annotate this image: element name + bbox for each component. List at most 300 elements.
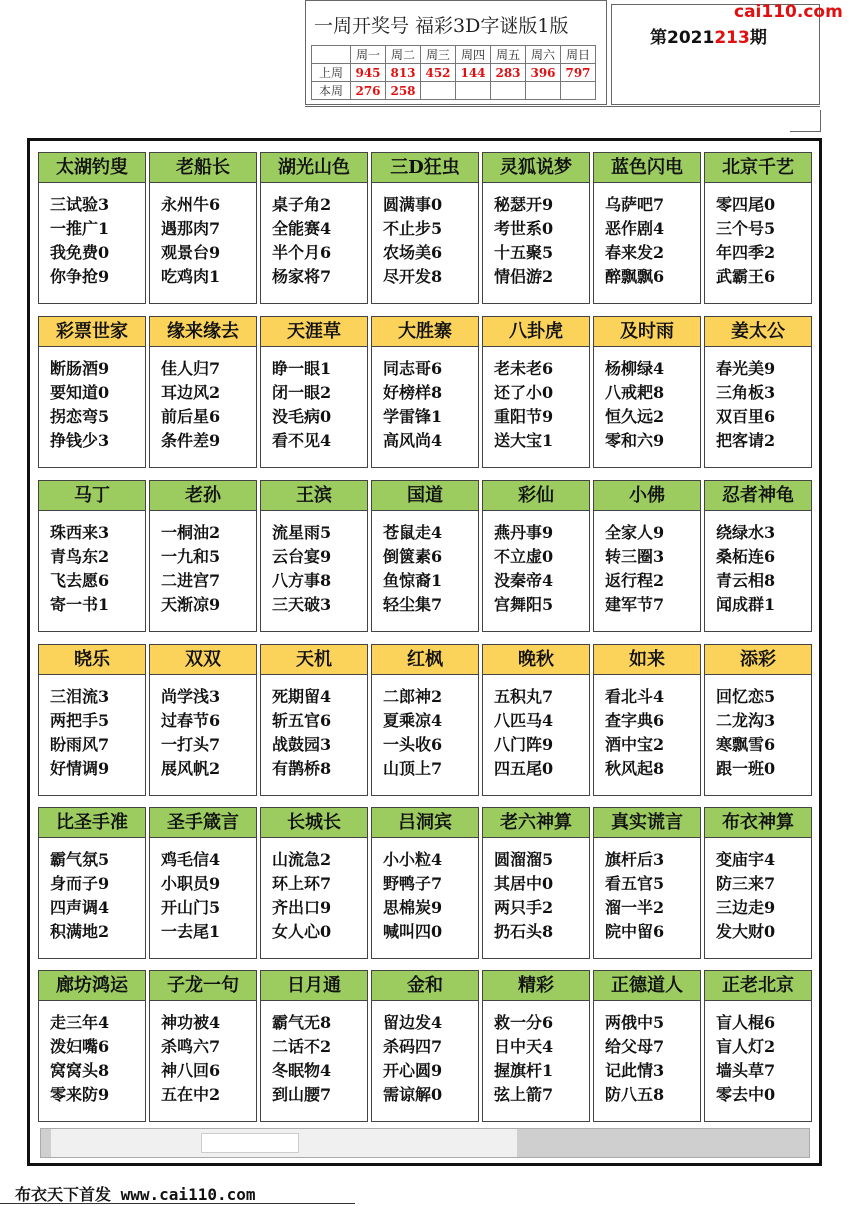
riddle-lines <box>50 357 109 453</box>
riddle-cell <box>482 480 590 632</box>
riddle-line: 乌萨吧7 <box>605 195 665 214</box>
riddle-line: 还了小0 <box>494 383 554 402</box>
riddle-line: 溜一半2 <box>605 898 665 917</box>
draw-number <box>421 82 456 100</box>
riddle-line: 吃鸡肉1 <box>161 267 221 286</box>
cell-author-name: 彩票世家 <box>39 317 145 347</box>
riddle-board <box>27 138 822 1166</box>
riddle-cell <box>149 316 257 468</box>
cell-author-name: 子龙一句 <box>150 971 256 1001</box>
riddle-cell <box>38 807 146 959</box>
panel-title: 一周开奖号 福彩3D字谜版1版 <box>314 15 569 37</box>
riddle-line: 齐出口9 <box>272 898 332 917</box>
riddle-line: 二龙沟3 <box>716 711 776 730</box>
riddle-line: 弦上箭7 <box>494 1085 554 1104</box>
riddle-lines <box>605 357 664 453</box>
riddle-line: 过春节6 <box>161 711 221 730</box>
riddle-line: 杀鸣六7 <box>161 1037 221 1056</box>
riddle-line: 到山腰7 <box>272 1085 332 1104</box>
riddle-lines <box>50 1011 109 1107</box>
cell-author-name: 晓乐 <box>39 645 145 675</box>
riddle-line: 八戒耙8 <box>605 383 665 402</box>
cell-author-name: 天机 <box>261 645 367 675</box>
riddle-line: 云台宴9 <box>272 547 332 566</box>
riddle-line: 回忆恋5 <box>716 687 776 706</box>
riddle-line: 挣钱少3 <box>50 431 110 450</box>
riddle-line: 圆满事0 <box>383 195 443 214</box>
riddle-line: 发大财0 <box>716 922 776 941</box>
riddle-line: 盲人灯2 <box>716 1037 776 1056</box>
riddle-line: 身而子9 <box>50 874 110 893</box>
draw-number <box>491 82 526 100</box>
cell-author-name: 吕洞宾 <box>372 808 478 838</box>
riddle-line: 桑柘连6 <box>716 547 776 566</box>
riddle-lines <box>605 685 664 781</box>
day-label: 周六 <box>526 46 561 64</box>
riddle-cell <box>593 480 701 632</box>
cell-author-name: 及时雨 <box>594 317 700 347</box>
riddle-line: 春光美9 <box>716 359 776 378</box>
riddle-line: 杨柳绿4 <box>605 359 665 378</box>
cell-author-name: 金和 <box>372 971 478 1001</box>
riddle-line: 苍鼠走4 <box>383 523 443 542</box>
riddle-lines <box>161 357 220 453</box>
riddle-lines <box>161 1011 220 1107</box>
riddle-line: 年四季2 <box>716 243 776 262</box>
riddle-line: 五在中2 <box>161 1085 221 1104</box>
riddle-line: 零来防9 <box>50 1085 110 1104</box>
cell-author-name: 老船长 <box>150 153 256 183</box>
riddle-cell <box>38 316 146 468</box>
riddle-lines <box>494 521 553 617</box>
riddle-line: 墙头草7 <box>716 1061 776 1080</box>
cell-author-name: 老六神算 <box>483 808 589 838</box>
riddle-line: 冬眠物4 <box>272 1061 332 1080</box>
riddle-line: 记此情3 <box>605 1061 665 1080</box>
riddle-line: 开山门5 <box>161 898 221 917</box>
riddle-cell <box>593 316 701 468</box>
riddle-line: 握旗杆1 <box>494 1061 554 1080</box>
cell-author-name: 真实谎言 <box>594 808 700 838</box>
riddle-lines <box>50 193 109 289</box>
riddle-line: 观景台9 <box>161 243 221 262</box>
riddle-cell <box>260 644 368 796</box>
riddle-line: 佳人归7 <box>161 359 221 378</box>
riddle-line: 四五尾0 <box>494 759 554 778</box>
cell-author-name: 日月通 <box>261 971 367 1001</box>
riddle-lines <box>272 685 331 781</box>
riddle-line: 跟一班0 <box>716 759 776 778</box>
riddle-line: 盼雨风7 <box>50 735 110 754</box>
riddle-lines <box>272 521 331 617</box>
riddle-cell <box>38 644 146 796</box>
riddle-line: 半个月6 <box>272 243 332 262</box>
cell-author-name: 精彩 <box>483 971 589 1001</box>
riddle-line: 两俄中5 <box>605 1013 665 1032</box>
cell-author-name: 双双 <box>150 645 256 675</box>
riddle-line: 全能赛4 <box>272 219 332 238</box>
riddle-line: 春来发2 <box>605 243 665 262</box>
riddle-line: 山顶上7 <box>383 759 443 778</box>
riddle-line: 神八回6 <box>161 1061 221 1080</box>
riddle-cell <box>371 316 479 468</box>
riddle-cell <box>704 480 812 632</box>
riddle-line: 二话不2 <box>272 1037 332 1056</box>
cell-author-name: 王滨 <box>261 481 367 511</box>
riddle-line: 尚学浅3 <box>161 687 221 706</box>
riddle-line: 鱼惊裔1 <box>383 571 443 590</box>
riddle-line: 防八五8 <box>605 1085 665 1104</box>
riddle-line: 尽开发8 <box>383 267 443 286</box>
riddle-lines <box>161 521 220 617</box>
riddle-line: 十五聚5 <box>494 243 554 262</box>
riddle-line: 你争抢9 <box>50 267 110 286</box>
draw-results-panel <box>305 0 607 105</box>
riddle-line: 老未老6 <box>494 359 554 378</box>
riddle-line: 把客请2 <box>716 431 776 450</box>
riddle-line: 飞去愿6 <box>50 571 110 590</box>
riddle-line: 闻成群1 <box>716 595 776 614</box>
riddle-line: 泼妇嘴6 <box>50 1037 110 1056</box>
divider <box>790 131 821 132</box>
riddle-line: 圆溜溜5 <box>494 850 554 869</box>
riddle-line: 宫舞阳5 <box>494 595 554 614</box>
riddle-line: 思棉炭9 <box>383 898 443 917</box>
riddle-lines <box>383 521 442 617</box>
riddle-line: 喊叫四0 <box>383 922 443 941</box>
divider <box>0 1203 355 1204</box>
issue-number: 213 <box>714 28 750 48</box>
riddle-cell <box>482 807 590 959</box>
riddle-line: 同志哥6 <box>383 359 443 378</box>
riddle-lines <box>383 1011 442 1107</box>
cell-author-name: 比圣手准 <box>39 808 145 838</box>
riddle-line: 武霸王6 <box>716 267 776 286</box>
riddle-line: 流星雨5 <box>272 523 332 542</box>
riddle-line: 八方事8 <box>272 571 332 590</box>
riddle-line: 燕丹事9 <box>494 523 554 542</box>
riddle-line: 永州牛6 <box>161 195 221 214</box>
riddle-cell <box>482 152 590 304</box>
riddle-line: 考世系0 <box>494 219 554 238</box>
riddle-line: 盲人棍6 <box>716 1013 776 1032</box>
riddle-line: 一打头7 <box>161 735 221 754</box>
riddle-line: 倒篋素6 <box>383 547 443 566</box>
riddle-line: 一头收6 <box>383 735 443 754</box>
cell-author-name: 忍者神龟 <box>705 481 811 511</box>
site-logo[interactable]: cai110.com <box>734 2 843 22</box>
riddle-line: 返行程2 <box>605 571 665 590</box>
cell-author-name: 廊坊鸿运 <box>39 971 145 1001</box>
riddle-line: 其居中0 <box>494 874 554 893</box>
cell-author-name: 姜太公 <box>705 317 811 347</box>
riddle-lines <box>605 193 664 289</box>
cell-author-name: 国道 <box>372 481 478 511</box>
day-label: 周二 <box>386 46 421 64</box>
cell-author-name: 晚秋 <box>483 645 589 675</box>
riddle-line: 耳边风2 <box>161 383 221 402</box>
day-label: 周四 <box>456 46 491 64</box>
riddle-lines <box>494 357 553 453</box>
riddle-line: 遇那肉7 <box>161 219 221 238</box>
riddle-line: 看北斗4 <box>605 687 665 706</box>
riddle-line: 留边发4 <box>383 1013 443 1032</box>
riddle-line: 重阳节9 <box>494 407 554 426</box>
riddle-lines <box>716 1011 775 1107</box>
riddle-line: 秘瑟开9 <box>494 195 554 214</box>
riddle-line: 开心圆9 <box>383 1061 443 1080</box>
cell-author-name: 灵狐说梦 <box>483 153 589 183</box>
riddle-cell <box>593 644 701 796</box>
riddle-line: 好榜样8 <box>383 383 443 402</box>
riddle-line: 三泪流3 <box>50 687 110 706</box>
riddle-line: 三天破3 <box>272 595 332 614</box>
riddle-line: 二郎神2 <box>383 687 443 706</box>
cell-author-name: 太湖钓叟 <box>39 153 145 183</box>
riddle-line: 零去中0 <box>716 1085 776 1104</box>
riddle-cell <box>593 970 701 1122</box>
draw-number: 276 <box>351 82 386 100</box>
riddle-line: 五积丸7 <box>494 687 554 706</box>
riddle-cell <box>260 152 368 304</box>
cell-author-name: 布衣神算 <box>705 808 811 838</box>
cell-author-name: 缘来缘去 <box>150 317 256 347</box>
riddle-line: 天渐凉9 <box>161 595 221 614</box>
issue-label: 第2021213期 <box>650 28 767 48</box>
riddle-line: 窝窝头8 <box>50 1061 110 1080</box>
riddle-line: 珠西来3 <box>50 523 110 542</box>
strip-block <box>201 1133 299 1153</box>
riddle-cell <box>38 152 146 304</box>
riddle-lines <box>383 193 442 289</box>
riddle-lines <box>272 1011 331 1107</box>
riddle-line: 两把手5 <box>50 711 110 730</box>
footer-credit: 布衣天下首发 www.cai110.com <box>15 1185 256 1204</box>
riddle-line: 需谅解0 <box>383 1085 443 1104</box>
riddle-line: 环上环7 <box>272 874 332 893</box>
riddle-line: 鸡毛信4 <box>161 850 221 869</box>
draw-number <box>526 82 561 100</box>
cell-author-name: 蓝色闪电 <box>594 153 700 183</box>
riddle-lines <box>716 193 775 289</box>
riddle-cell <box>371 644 479 796</box>
riddle-line: 旗杆后3 <box>605 850 665 869</box>
cell-author-name: 添彩 <box>705 645 811 675</box>
riddle-line: 恒久远2 <box>605 407 665 426</box>
day-label: 周一 <box>351 46 386 64</box>
riddle-line: 桌子角2 <box>272 195 332 214</box>
riddle-line: 前后星6 <box>161 407 221 426</box>
riddle-line: 建军节7 <box>605 595 665 614</box>
cell-author-name: 正老北京 <box>705 971 811 1001</box>
riddle-lines <box>494 685 553 781</box>
cell-author-name: 天涯草 <box>261 317 367 347</box>
riddle-line: 青云相8 <box>716 571 776 590</box>
riddle-line: 好情调9 <box>50 759 110 778</box>
riddle-cell <box>149 480 257 632</box>
riddle-line: 学雷锋1 <box>383 407 443 426</box>
ad-strip <box>40 1128 810 1158</box>
riddle-line: 走三年4 <box>50 1013 110 1032</box>
draw-number: 797 <box>561 64 596 82</box>
cell-author-name: 三D狂虫 <box>372 153 478 183</box>
riddle-line: 死期留4 <box>272 687 332 706</box>
draw-number <box>456 82 491 100</box>
riddle-line: 闭一眼2 <box>272 383 332 402</box>
last-week-label: 上周 <box>312 64 351 82</box>
riddle-line: 绕绿水3 <box>716 523 776 542</box>
riddle-lines <box>272 357 331 453</box>
draw-number <box>561 82 596 100</box>
riddle-line: 要知道0 <box>50 383 110 402</box>
riddle-line: 防三来7 <box>716 874 776 893</box>
riddle-lines <box>161 848 220 944</box>
day-label: 周日 <box>561 46 596 64</box>
riddle-lines <box>383 685 442 781</box>
riddle-line: 双百里6 <box>716 407 776 426</box>
riddle-cell <box>260 480 368 632</box>
riddle-lines <box>161 685 220 781</box>
riddle-line: 夏乘凉4 <box>383 711 443 730</box>
riddle-line: 一去尾1 <box>161 922 221 941</box>
riddle-line: 给父母7 <box>605 1037 665 1056</box>
draw-number: 283 <box>491 64 526 82</box>
riddle-line: 断肠酒9 <box>50 359 110 378</box>
riddle-lines <box>383 357 442 453</box>
draw-number: 144 <box>456 64 491 82</box>
riddle-line: 农场美6 <box>383 243 443 262</box>
cell-author-name: 如来 <box>594 645 700 675</box>
riddle-line: 积满地2 <box>50 922 110 941</box>
riddle-line: 二进宫7 <box>161 571 221 590</box>
riddle-line: 一九和5 <box>161 547 221 566</box>
riddle-lines <box>605 848 664 944</box>
riddle-line: 秋风起8 <box>605 759 665 778</box>
riddle-line: 一桐油2 <box>161 523 221 542</box>
riddle-cell <box>38 970 146 1122</box>
riddle-line: 寄一书1 <box>50 595 110 614</box>
riddle-cell <box>260 970 368 1122</box>
riddle-lines <box>383 848 442 944</box>
riddle-line: 三角板3 <box>716 383 776 402</box>
riddle-lines <box>605 521 664 617</box>
riddle-lines <box>161 193 220 289</box>
riddle-line: 院中留6 <box>605 922 665 941</box>
cell-author-name: 红枫 <box>372 645 478 675</box>
riddle-line: 展风帆2 <box>161 759 221 778</box>
riddle-line: 斩五官6 <box>272 711 332 730</box>
riddle-lines <box>716 357 775 453</box>
riddle-line: 轻尘集7 <box>383 595 443 614</box>
draw-number: 258 <box>386 82 421 100</box>
riddle-cell <box>371 480 479 632</box>
riddle-line: 看不见4 <box>272 431 332 450</box>
riddle-line: 八匹马4 <box>494 711 554 730</box>
cell-author-name: 正德道人 <box>594 971 700 1001</box>
riddle-line: 看五官5 <box>605 874 665 893</box>
cell-author-name: 八卦虎 <box>483 317 589 347</box>
riddle-cell <box>149 152 257 304</box>
riddle-line: 条件差9 <box>161 431 221 450</box>
riddle-line: 青鸟东2 <box>50 547 110 566</box>
riddle-cell <box>704 152 812 304</box>
cell-author-name: 老孙 <box>150 481 256 511</box>
riddle-line: 小职员9 <box>161 874 221 893</box>
riddle-line: 没秦帝4 <box>494 571 554 590</box>
riddle-cell <box>260 807 368 959</box>
riddle-line: 转三圈3 <box>605 547 665 566</box>
riddle-lines <box>272 193 331 289</box>
cell-author-name: 北京千艺 <box>705 153 811 183</box>
riddle-cell <box>149 807 257 959</box>
riddle-line: 睁一眼1 <box>272 359 332 378</box>
draw-number: 452 <box>421 64 456 82</box>
riddle-cell <box>482 970 590 1122</box>
this-week-label: 本周 <box>312 82 351 100</box>
strip-block <box>41 1129 51 1157</box>
riddle-line: 女人心0 <box>272 922 332 941</box>
riddle-line: 霸气氛5 <box>50 850 110 869</box>
riddle-cell <box>371 152 479 304</box>
riddle-lines <box>605 1011 664 1107</box>
draw-results-table <box>311 45 596 100</box>
riddle-cell <box>704 644 812 796</box>
riddle-line: 野鸭子7 <box>383 874 443 893</box>
riddle-lines <box>494 193 553 289</box>
riddle-line: 恶作剧4 <box>605 219 665 238</box>
riddle-cell <box>149 644 257 796</box>
riddle-line: 霸气无8 <box>272 1013 332 1032</box>
riddle-line: 三试验3 <box>50 195 110 214</box>
riddle-cell <box>704 807 812 959</box>
days-row <box>312 46 596 64</box>
riddle-lines <box>494 1011 553 1107</box>
draw-number: 813 <box>386 64 421 82</box>
riddle-cell <box>38 480 146 632</box>
riddle-lines <box>716 848 775 944</box>
riddle-line: 三边走9 <box>716 898 776 917</box>
riddle-line: 醉飘飘6 <box>605 267 665 286</box>
riddle-cell <box>371 807 479 959</box>
riddle-line: 山流急2 <box>272 850 332 869</box>
cell-author-name: 长城长 <box>261 808 367 838</box>
riddle-lines <box>716 685 775 781</box>
riddle-line: 一推广1 <box>50 219 110 238</box>
draw-number: 396 <box>526 64 561 82</box>
riddle-cell <box>704 316 812 468</box>
riddle-line: 救一分6 <box>494 1013 554 1032</box>
riddle-line: 神功被4 <box>161 1013 221 1032</box>
riddle-line: 情侣游2 <box>494 267 554 286</box>
riddle-line: 四声调4 <box>50 898 110 917</box>
day-label: 周三 <box>421 46 456 64</box>
riddle-lines <box>494 848 553 944</box>
riddle-line: 不立虚0 <box>494 547 554 566</box>
riddle-line: 有鹊桥8 <box>272 759 332 778</box>
riddle-line: 小小粒4 <box>383 850 443 869</box>
cell-author-name: 湖光山色 <box>261 153 367 183</box>
riddle-lines <box>50 685 109 781</box>
riddle-line: 查字典6 <box>605 711 665 730</box>
cell-author-name: 大胜寨 <box>372 317 478 347</box>
last-week-row <box>312 64 596 82</box>
riddle-line: 寒飘雪6 <box>716 735 776 754</box>
riddle-cell <box>260 316 368 468</box>
riddle-lines <box>50 848 109 944</box>
riddle-line: 不止步5 <box>383 219 443 238</box>
cell-author-name: 小佛 <box>594 481 700 511</box>
riddle-cell <box>482 316 590 468</box>
